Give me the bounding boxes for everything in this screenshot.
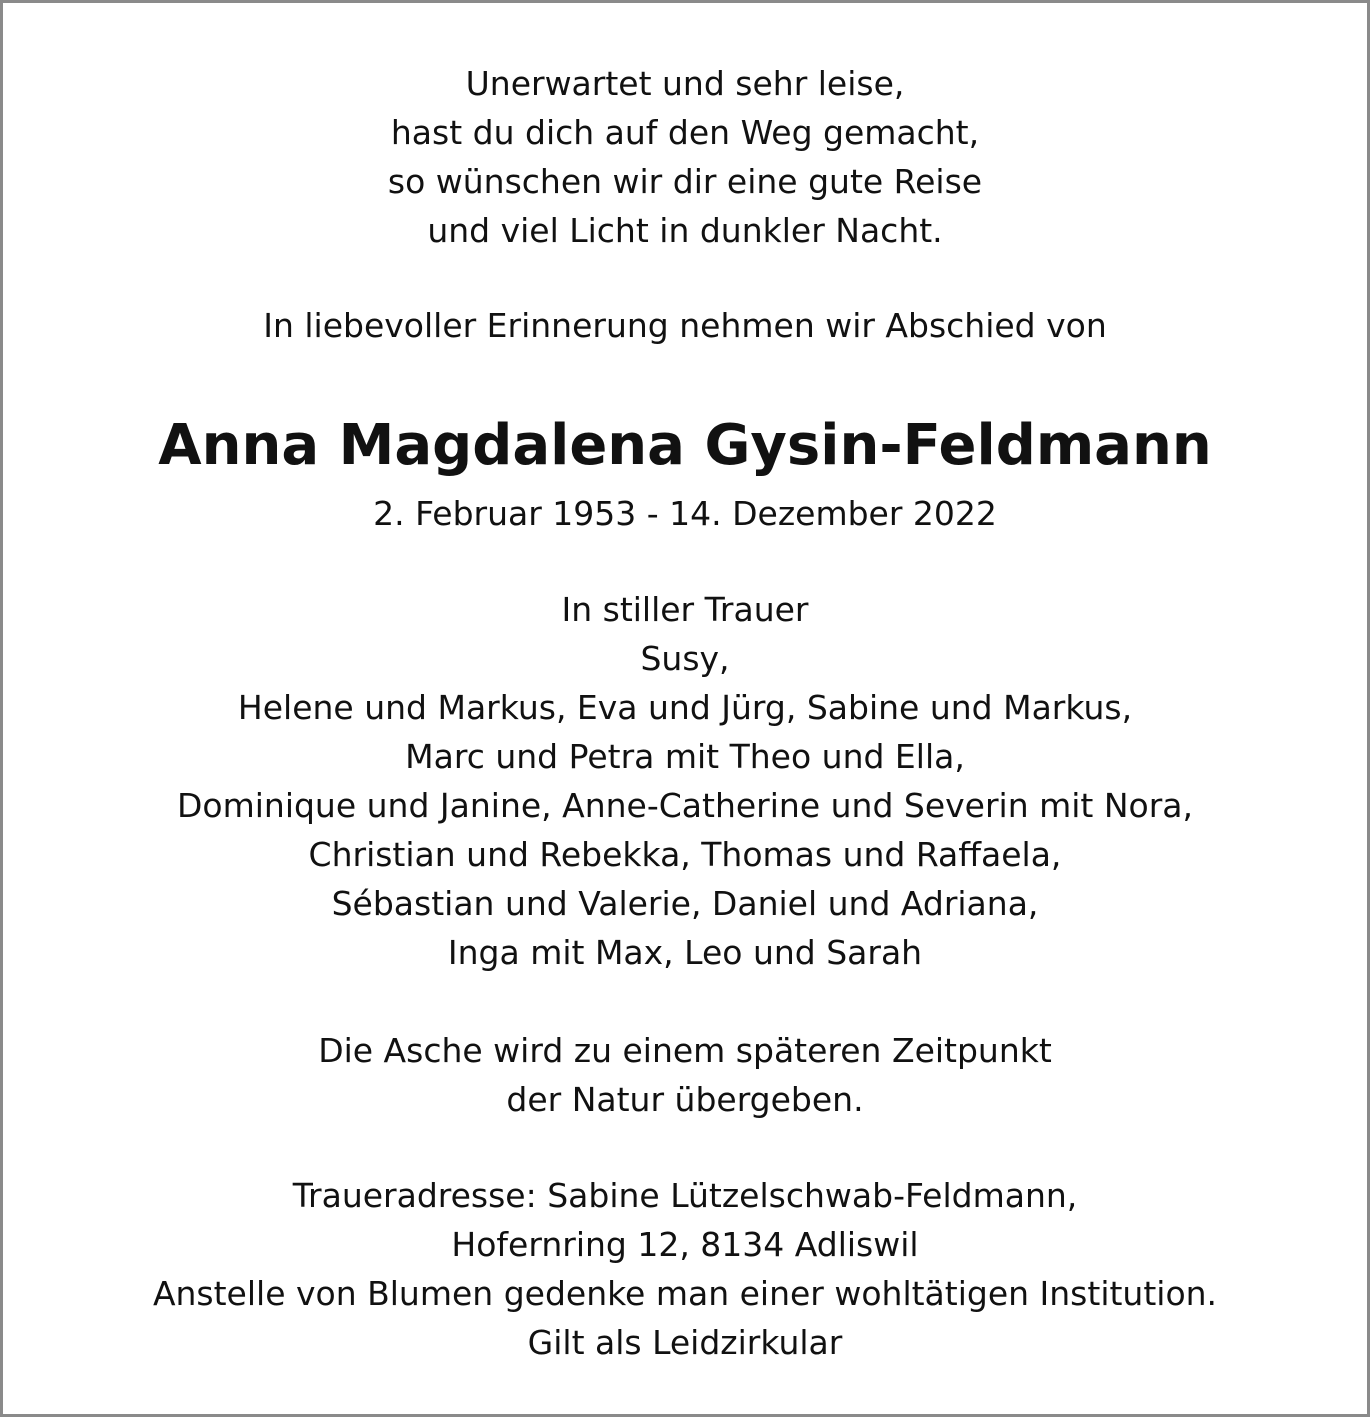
intro-text: In liebevoller Erinnerung nehmen wir Abschied von — [263, 306, 1107, 345]
mourners-heading: In stiller Trauer — [561, 590, 809, 629]
mourners-line: Christian und Rebekka, Thomas und Raffaela, — [308, 835, 1062, 874]
poem-line: und viel Licht in dunkler Nacht. — [427, 211, 943, 250]
ashes-note-line: Die Asche wird zu einem späteren Zeitpunkt — [318, 1031, 1052, 1070]
circular-note: Gilt als Leidzirkular — [527, 1323, 843, 1362]
mourners-line: Inga mit Max, Leo und Sarah — [447, 933, 923, 972]
poem-line: Unerwartet und sehr leise, — [465, 64, 905, 103]
deceased-name: Anna Magdalena Gysin-Feldmann — [158, 413, 1212, 478]
mourners-line: Marc und Petra mit Theo und Ella, — [405, 737, 965, 776]
mourners-line: Dominique und Janine, Anne-Catherine und Severin mit Nora, — [176, 786, 1194, 825]
poem-line: so wünschen wir dir eine gute Reise — [387, 162, 983, 201]
ashes-note-line: der Natur übergeben. — [506, 1080, 864, 1119]
donation-note: Anstelle von Blumen gedenke man einer wohltätigen Institution. — [152, 1274, 1218, 1313]
poem-line: hast du dich auf den Weg gemacht, — [390, 113, 980, 152]
mourners-line: Sébastian und Valerie, Daniel und Adriana, — [331, 884, 1039, 923]
mourners-line: Helene und Markus, Eva und Jürg, Sabine und Markus, — [237, 688, 1133, 727]
mourning-address-street: Hofernring 12, 8134 Adliswil — [451, 1225, 919, 1264]
life-dates: 2. Februar 1953 - 14. Dezember 2022 — [373, 494, 997, 533]
mourners-line: Susy, — [640, 639, 730, 678]
mourning-address: Traueradresse: Sabine Lützelschwab-Feldmann, — [292, 1176, 1078, 1215]
